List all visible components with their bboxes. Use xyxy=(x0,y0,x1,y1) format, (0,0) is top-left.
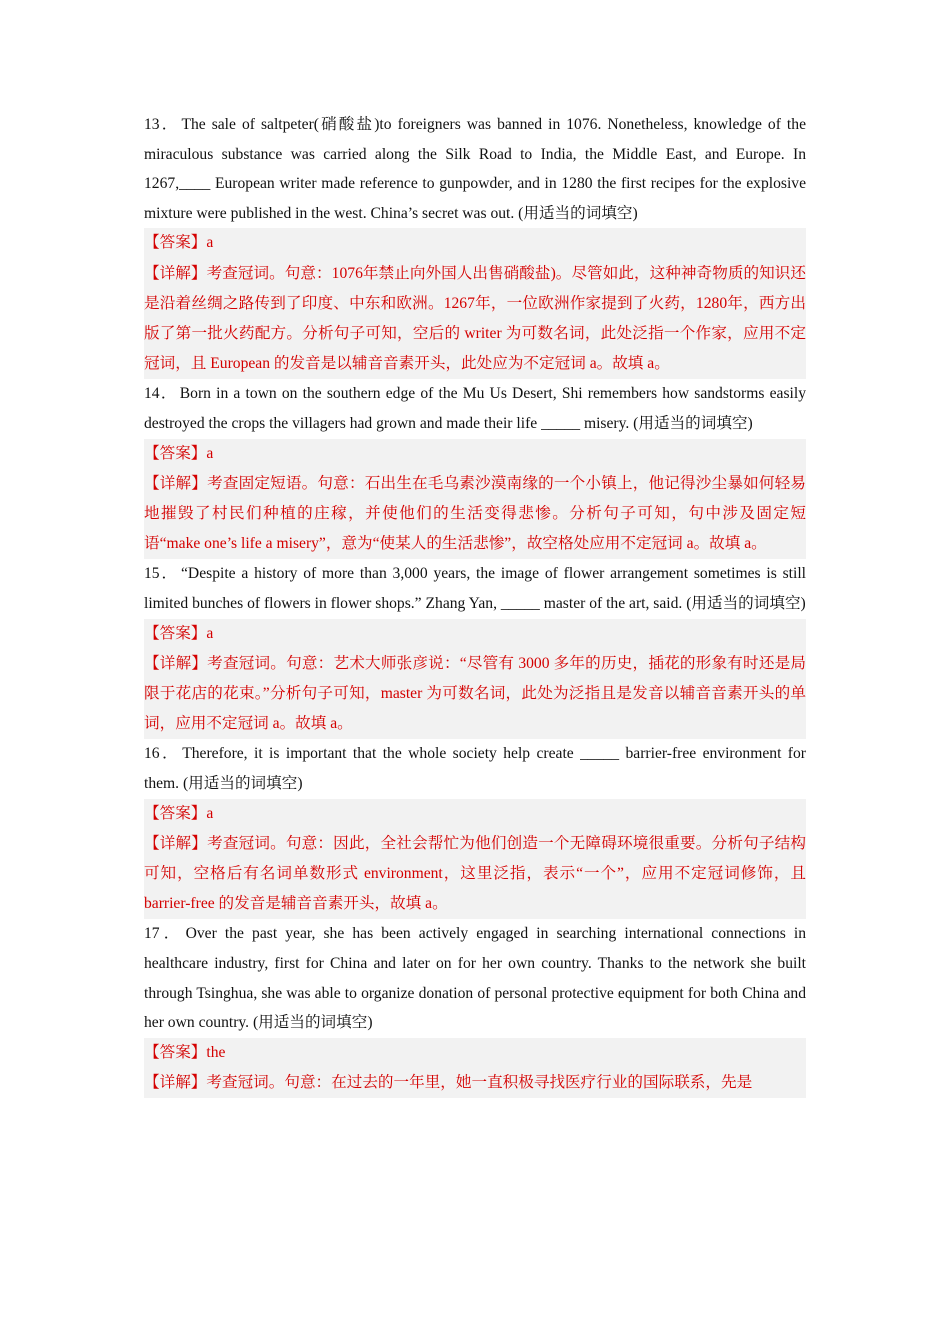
question-number: 16． xyxy=(144,745,181,763)
question-body: “Despite a history of more than 3,000 years, the image of flower arrangement sometimes is still limited bunches of flowers in flower shops.” Zhang Yan, _____ master of the art, said. (用适当的词填空) xyxy=(144,565,806,612)
question-15-text xyxy=(144,559,806,618)
detail-line xyxy=(144,259,806,380)
question-17-text xyxy=(144,919,806,1037)
answer-line xyxy=(144,619,806,649)
answer-tag: 【答案】 xyxy=(144,624,207,642)
question-15-answer-block xyxy=(144,619,806,740)
question-17 xyxy=(144,919,806,1098)
detail-tag: 【详解】 xyxy=(144,1073,207,1091)
answer-tag: 【答案】 xyxy=(144,804,207,822)
answer-value: a xyxy=(206,444,214,462)
question-body: Therefore, it is important that the whole society help create _____ barrier-free environment for them. (用适当的词填空) xyxy=(144,745,806,792)
detail-tag: 【详解】 xyxy=(144,654,208,672)
detail-tag: 【详解】 xyxy=(144,474,208,492)
detail-tag: 【详解】 xyxy=(144,264,207,282)
answer-value: the xyxy=(206,1043,226,1061)
question-number: 15． xyxy=(144,565,180,583)
question-14-text xyxy=(144,379,806,438)
document-page xyxy=(144,110,806,1098)
answer-value: a xyxy=(206,624,214,642)
question-body: Born in a town on the southern edge of the Mu Us Desert, Shi remembers how sandstorms easily destroyed the crops the villagers had grown and made their life _____ misery. (用适当的词填空) xyxy=(144,385,806,432)
answer-tag: 【答案】 xyxy=(144,444,207,462)
answer-tag: 【答案】 xyxy=(144,1043,207,1061)
detail-text: 考查冠词。句意：1076年禁止向外国人出售硝酸盐)。尽管如此，这种神奇物质的知识还是沿着丝绸之路传到了印度、中东和欧洲。1267年，一位欧洲作家提到了火药，1280年，西方出版了第一批火药配方。分析句子可知，空后的 writer 为可数名词，此处泛指一个作家，应用不定冠词，且 European 的发音是以辅音音素开头，此处应为不定冠词 a。故填 a。 xyxy=(144,264,806,373)
answer-line xyxy=(144,228,806,258)
question-13-answer-block xyxy=(144,228,806,379)
detail-line xyxy=(144,1068,806,1098)
answer-tag: 【答案】 xyxy=(144,234,207,252)
detail-tag: 【详解】 xyxy=(144,834,208,852)
question-17-answer-block xyxy=(144,1038,806,1098)
question-body: Over the past year, she has been actively engaged in searching international connections in healthcare industry, first for China and later on for her own country. Thanks to the network she built through Tsinghua, she was able to organize donation of personal protective equipment for both China and her own country. (用适当的词填空) xyxy=(144,925,806,1032)
question-14 xyxy=(144,379,806,559)
answer-value: a xyxy=(206,804,214,822)
answer-value: a xyxy=(206,234,214,252)
question-body: The sale of saltpeter(硝酸盐)to foreigners was banned in 1076. Nonetheless, knowledge of the miraculous substance was carried along the Silk Road to India, the Middle East, and Europe. In 1267,____ European writer made reference to gunpowder, and in 1280 the first recipes for the explosive mixture were published in the west. China’s secret was out. (用适当的词填空) xyxy=(144,116,806,222)
question-number: 13． xyxy=(144,116,180,133)
question-13-text xyxy=(144,110,806,228)
detail-line xyxy=(144,469,806,560)
answer-line xyxy=(144,439,806,469)
answer-line xyxy=(144,799,806,829)
detail-text: 考查冠词。句意：因此，全社会帮忙为他们创造一个无障碍环境很重要。分析句子结构可知，空格后有名词单数形式 environment，这里泛指，表示“一个”，应用不定冠词修饰，且 barrier-free 的发音是辅音音素开头，故填 a。 xyxy=(144,834,806,913)
answer-line xyxy=(144,1038,806,1068)
question-14-answer-block xyxy=(144,439,806,560)
question-16 xyxy=(144,739,806,919)
detail-text: 考查冠词。句意：艺术大师张彦说：“尽管有 3000 多年的历史，插花的形象有时还是局限于花店的花束。”分析句子可知，master 为可数名词，此处为泛指且是发音以辅音音素开头的单词，应用不定冠词 a。故填 a。 xyxy=(144,654,806,733)
detail-text: 考查冠词。句意：在过去的一年里，她一直积极寻找医疗行业的国际联系，先是 xyxy=(206,1073,753,1091)
question-13 xyxy=(144,110,806,379)
question-number: 17． xyxy=(144,925,184,943)
question-16-answer-block xyxy=(144,799,806,920)
detail-text: 考查固定短语。句意：石出生在毛乌素沙漠南缘的一个小镇上，他记得沙尘暴如何轻易地摧毁了村民们种植的庄稼，并使他们的生活变得悲惨。分析句子可知，句中涉及固定短语“make one’s life a misery”，意为“使某人的生活悲惨”，故空格处应用不定冠词 a。故填 a。 xyxy=(144,474,806,553)
question-15 xyxy=(144,559,806,739)
question-number: 14． xyxy=(144,385,178,403)
question-16-text xyxy=(144,739,806,798)
detail-line xyxy=(144,649,806,740)
detail-line xyxy=(144,829,806,920)
